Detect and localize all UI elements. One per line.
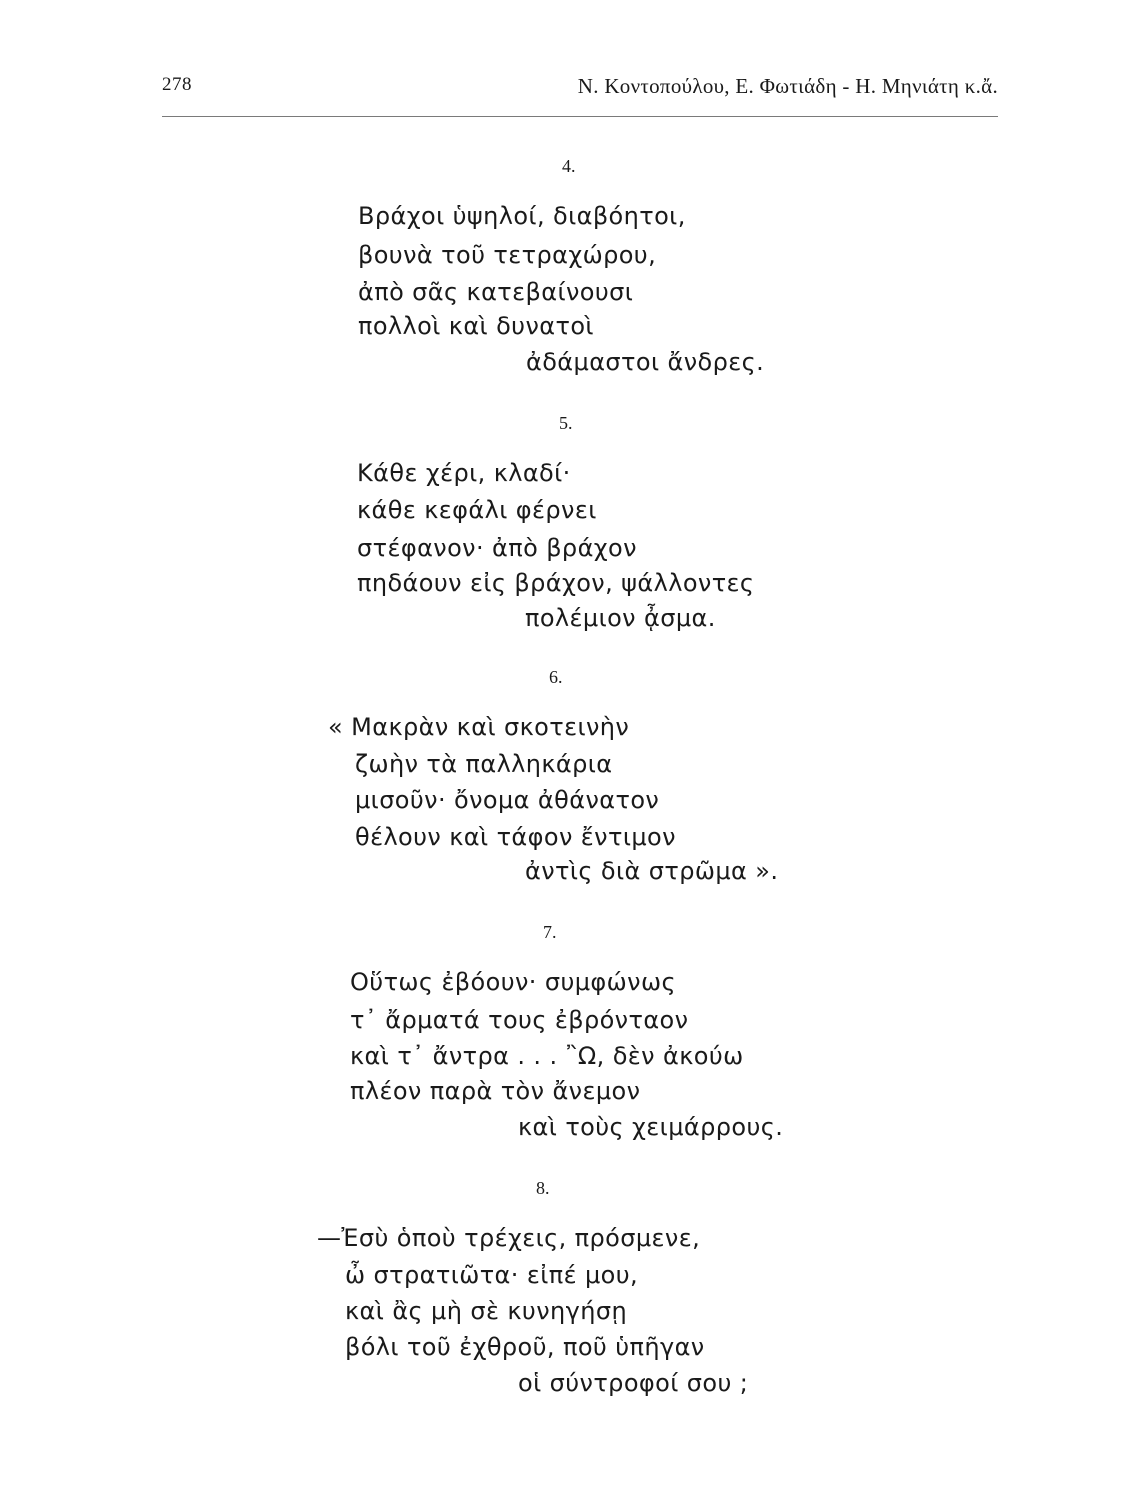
page-number: 278 (162, 74, 192, 95)
verse-line: πολλοὶ καὶ δυνατοὶ (358, 312, 594, 340)
stanza-number: 4. (562, 156, 576, 176)
verse-line: καὶ ἂς μὴ σὲ κυνηγήσῃ (345, 1297, 628, 1325)
header-rule (162, 116, 998, 117)
verse-line: ἀντὶς διὰ στρῶμα ». (525, 857, 779, 885)
stanza-number: 5. (559, 413, 573, 433)
verse-line: Βράχοι ὑψηλοί, διαβόητοι, (358, 202, 686, 230)
verse-line: βόλι τοῦ ἐχθροῦ, ποῦ ὑπῆγαν (345, 1333, 705, 1361)
verse-line: πολέμιον ᾆσμα. (525, 604, 716, 632)
page-header (162, 74, 998, 104)
running-head: Ν. Κοντοπούλου, Ε. Φωτιάδη - Η. Μηνιάτη κ.ἄ. (577, 74, 998, 98)
stanza-number: 7. (543, 922, 557, 942)
verse-line: στέφανον· ἀπὸ βράχον (357, 534, 637, 562)
verse-line: μισοῦν· ὄνομα ἀθάνατον (355, 786, 660, 814)
verse-line: ἀπὸ σᾶς κατεβαίνουσι (358, 278, 634, 306)
verse-line: βουνὰ τοῦ τετραχώρου, (358, 241, 657, 269)
verse-line: —Ἐσὺ ὁποὺ τρέχεις, πρόσμενε, (317, 1224, 701, 1252)
verse-line: καὶ τοὺς χειμάρρους. (518, 1113, 784, 1141)
verse-line: πηδάουν εἰς βράχον, ψάλλοντες (357, 569, 755, 597)
stanza-number: 8. (536, 1178, 550, 1198)
verse-line: οἱ σύντροφοί σου ; (518, 1369, 749, 1397)
verse-line: « Μακρὰν καὶ σκοτεινὴν (328, 713, 630, 741)
verse-line: ἀδάμαστοι ἄνδρες. (526, 348, 765, 376)
verse-line: πλέον παρὰ τὸν ἄνεμον (350, 1077, 641, 1105)
verse-line: ζωὴν τὰ παλληκάρια (355, 750, 613, 778)
verse-line: ὦ στρατιῶτα· εἰπέ μου, (345, 1261, 639, 1289)
stanza-number: 6. (549, 667, 563, 687)
verse-line: θέλουν καὶ τάφον ἔντιμον (355, 823, 676, 851)
verse-line: τ᾽ ἄρματά τους ἐβρόνταον (350, 1006, 689, 1034)
verse-line: Οὕτως ἐβόουν· συμφώνως (350, 968, 676, 996)
verse-line: Κάθε χέρι, κλαδί· (357, 459, 571, 487)
verse-line: κάθε κεφάλι φέρνει (357, 496, 597, 524)
verse-line: καὶ τ᾽ ἄντρα . . . ῍Ω, δὲν ἀκούω (350, 1042, 744, 1070)
